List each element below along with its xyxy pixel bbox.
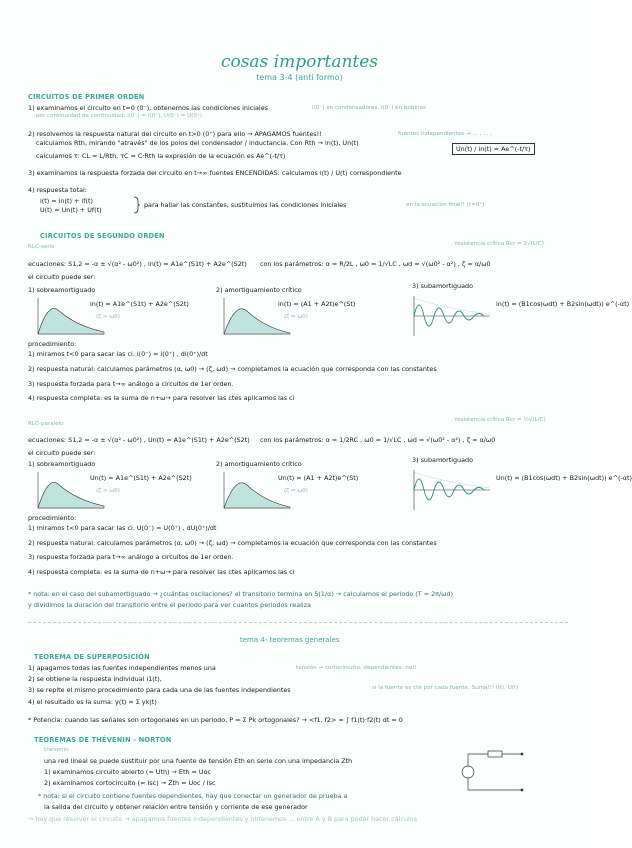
- serie-procedure-title: procedimiento:: [28, 340, 77, 348]
- thevenin-nota: * nota: si el circuito contiene fuentes dependientes, hay que conectar un generador de prueba a: [38, 792, 348, 800]
- paralelo-procedure-1: 1) miramos t<0 para sacar las ci. U(0⁻) = U(0⁺) , dU(0⁺)/dt: [28, 524, 217, 532]
- superposicion-step-1: 1) apagamos todas las fuentes independientes menos una: [28, 664, 216, 672]
- thevenin-sub: thevenin: [44, 747, 69, 753]
- superposicion-potencia: * Potencia: cuando las señales son ortogonales en un periodo, P = Σ Pk ortogonales? → <f1, f2> = ∫ f1(t)·f2(t) dt = 0: [28, 716, 403, 724]
- thevenin-line1: una red lineal se puede sustituir por una fuente de tensión Eth en serie con una impedancia Zth: [44, 757, 353, 765]
- rlc-serie-params: con los parámetros: α = R/2L , ω0 = 1/√LC , ωd = √(ω0² - α²) , ζ = α/ω0: [260, 260, 491, 268]
- section1-step-4: 4) respuesta total:: [28, 186, 87, 194]
- paralelo-procedure-2: 2) respuesta natural: calculamos parámetros (α, ω0) → (ζ, ωd) → completamos la ecuación que corresponda con las constantes: [28, 539, 437, 547]
- superposicion-step3-note: si la fuente es cte por cada fuente. Suma!!! i(t), U(t): [372, 685, 519, 691]
- superposicion-step1-note: tensión → cortocircuito, dependientes: no!!: [296, 665, 417, 671]
- thevenin-nota2: la salida del circuito y obtener relación entre tensión y corriente de ese generador: [44, 803, 308, 811]
- serie-procedure-4: 4) respuesta completa: es la suma de n+ω→ para resolver las ctes aplicamos las ci: [28, 394, 295, 402]
- serie-case3-label: 3) subamortiguado: [412, 282, 473, 290]
- section3-heading: tema 4- teoremas generales: [240, 636, 340, 644]
- total-note2: en la ecuación final!! (t=0⁺): [406, 202, 485, 208]
- section2-nota2: y dividimos la duración del transitorio entre el periodo para ver cuantos periodos realiza: [28, 601, 311, 609]
- paralelo-case1-cond: (ζ > ω0): [96, 488, 120, 494]
- section2-heading: CIRCUITOS DE SEGUNDO ORDEN: [40, 232, 165, 240]
- paralelo-case3-label: 3) subamortiguado: [412, 456, 473, 464]
- total-u: U(t) = Un(t) + Uf(t): [40, 206, 102, 214]
- paralelo-case3-formula: Un(t) = (B1cos(ωdt) + B2sin(ωdt)) e^(-αt): [496, 474, 632, 482]
- rlc-serie-resonance: resistencia crítica Rcr = 2√(L/C): [455, 241, 544, 247]
- serie-procedure-2: 2) respuesta natural: calculamos parámetros (α, ω0) → (ζ, ωd) → completamos la ecuación que corresponda con las constantes: [28, 365, 437, 373]
- section-divider: [28, 622, 568, 623]
- paralelo-case1-formula: Un(t) = A1e^(S1t) + A2e^(S2t): [90, 474, 192, 482]
- paralelo-procedure-3: 3) respuesta forzada para t→∞ análogo a circuitos de 1er orden.: [28, 553, 234, 561]
- serie-procedure-3: 3) respuesta forzada para t→∞ análogo a circuitos de 1er orden.: [28, 380, 234, 388]
- section1-step-2c: calculamos τ: CL = L/Rth, τC = C·Rth la expresión de la ecuación es Ae^(-t/τ): [36, 152, 286, 160]
- paralelo-case2-formula: Un(t) = (A1 + A2t)e^(St): [278, 474, 359, 482]
- rlc-paralelo-resonance: resistencia crítica Rcr = ½√(L/C): [455, 417, 546, 423]
- rlc-serie-equations: ecuaciones: S1,2 = -α ± √(α² - ω0²) , in(t) = A1e^(S1t) + A2e^(S2t): [28, 260, 247, 268]
- serie-procedure-1: 1) miramos t<0 para sacar las ci. i(0⁻) = i(0⁺) , di(0⁺)/dt: [28, 350, 208, 358]
- thevenin-nota3: → hay que resolver el circuito → apagamos fuentes independientes y obtenemos ... entre A y B para poder hacer cálculos: [28, 815, 418, 823]
- rlc-paralelo-equations: ecuaciones: S1,2 = -α ± √(α² - ω0²) , Un(t) = A1e^(S1t) + A2e^(S2t): [28, 436, 250, 444]
- paralelo-case2-cond: (ζ = ω0): [284, 488, 308, 494]
- serie-case3-formula: in(t) = (B1cos(ωdt) + B2sin(ωdt)) e^(-αt): [496, 300, 630, 308]
- page-title: cosas importantes: [220, 52, 379, 72]
- boxed-formula: Un(t) / in(t) = Ae^(-t/τ): [452, 143, 535, 155]
- superposicion-step-3: 3) se repite el mismo procedimiento para cada una de las fuentes independientes: [28, 686, 291, 694]
- total-note: para hallar las constantes, sustituimos las condiciones iniciales: [144, 201, 347, 209]
- thevenin-step-1: 1) examinamos circuito abierto (= Uth) → Eth = Uoc: [44, 768, 212, 776]
- serie-case1-label: 1) sobreamortiguado: [28, 286, 96, 294]
- serie-case2-formula: in(t) = (A1 + A2t)e^(St): [278, 300, 356, 308]
- rlc-paralelo-reply: el circuito puede ser:: [28, 449, 96, 457]
- total-i: i(t) = in(t) + if(t): [40, 197, 93, 205]
- serie-underdamped-plot: [412, 294, 492, 338]
- thevenin-step-2: 2) examinamos cortocircuito (= Isc) → Zth = Uoc / Isc: [44, 779, 216, 787]
- superposicion-step-4: 4) el resultado es la suma: y(t) = Σ yk(t): [28, 698, 157, 706]
- serie-case1-formula: in(t) = A1e^(S1t) + A2e^(S2t): [90, 300, 189, 308]
- serie-case1-cond: (ζ > ω0): [96, 314, 120, 320]
- section1-heading: CIRCUITOS DE PRIMER ORDEN: [28, 93, 145, 101]
- brace-icon: [133, 196, 141, 214]
- serie-case2-label: 2) amortiguamiento crítico: [216, 286, 302, 294]
- serie-case2-cond: (ζ = ω0): [284, 314, 308, 320]
- thevenin-circuit-diagram: [458, 750, 542, 794]
- section1-step1-sub: por continuidad de continuidad: i(0⁻) = i(0⁺), U(0⁻) = U(0⁺): [36, 113, 203, 119]
- paralelo-case1-label: 1) sobreamortiguado: [28, 460, 96, 468]
- rlc-paralelo-params: con los parámetros: α = 1/2RC , ω0 = 1/√LC , ωd = √(ω0² - α²) , ζ = α/ω0: [260, 436, 496, 444]
- thevenin-heading: TEOREMAS DE THÉVENIN - NORTON: [34, 736, 172, 744]
- superposicion-heading: TEOREMA DE SUPERPOSICIÓN: [34, 653, 150, 661]
- rlc-serie-label: RLC-serie: [28, 244, 55, 250]
- section1-step-3: 3) examinamos la respuesta forzada del circuito en t→∞ fuentes ENCENDIDAS: calculamos i(t) / U(t) correspondiente: [28, 169, 402, 177]
- paralelo-underdamped-plot: [412, 468, 492, 512]
- paralelo-procedure-title: procedimiento:: [28, 514, 77, 522]
- section1-step-1: 1) examinamos el circuito en t=0 (0⁻), obtenemos las condiciones iniciales: [28, 104, 268, 112]
- page-subtitle: tema 3-4 (anti formo): [256, 73, 343, 82]
- rlc-paralelo-label: RLC-paralelo: [28, 421, 64, 427]
- rlc-serie-reply: el circuito puede ser:: [28, 273, 96, 281]
- section1-step-2: 2) resolvemos la respuesta natural del circuito en t>0 (0⁺) para ello → APAGAMOS fuentes!!: [28, 130, 322, 138]
- section1-step1-note: i(0⁻) en condensadores, i(0⁻) en bobinas: [312, 105, 426, 111]
- superposicion-step-2: 2) se obtiene la respuesta individual i1(t),: [28, 675, 162, 683]
- section2-nota: * nota: en el caso del subamortiguado → ¿cuántas oscilaciones? el transitorio termina en 5(1/α) → calculamos el periodo (T = 2π/ωd): [28, 590, 454, 598]
- paralelo-procedure-4: 4) respuesta completa: es la suma de n+ω→ para resolver las ctes aplicamos las ci: [28, 568, 295, 576]
- section1-step-2b: calculamos Rth, mirando "através" de los polos del condensador / inductancia. Con Rth → in(t), Un(t): [36, 139, 359, 147]
- paralelo-case2-label: 2) amortiguamiento crítico: [216, 460, 302, 468]
- section1-step2-note: fuentes independientes → ... , ... ,: [398, 131, 492, 137]
